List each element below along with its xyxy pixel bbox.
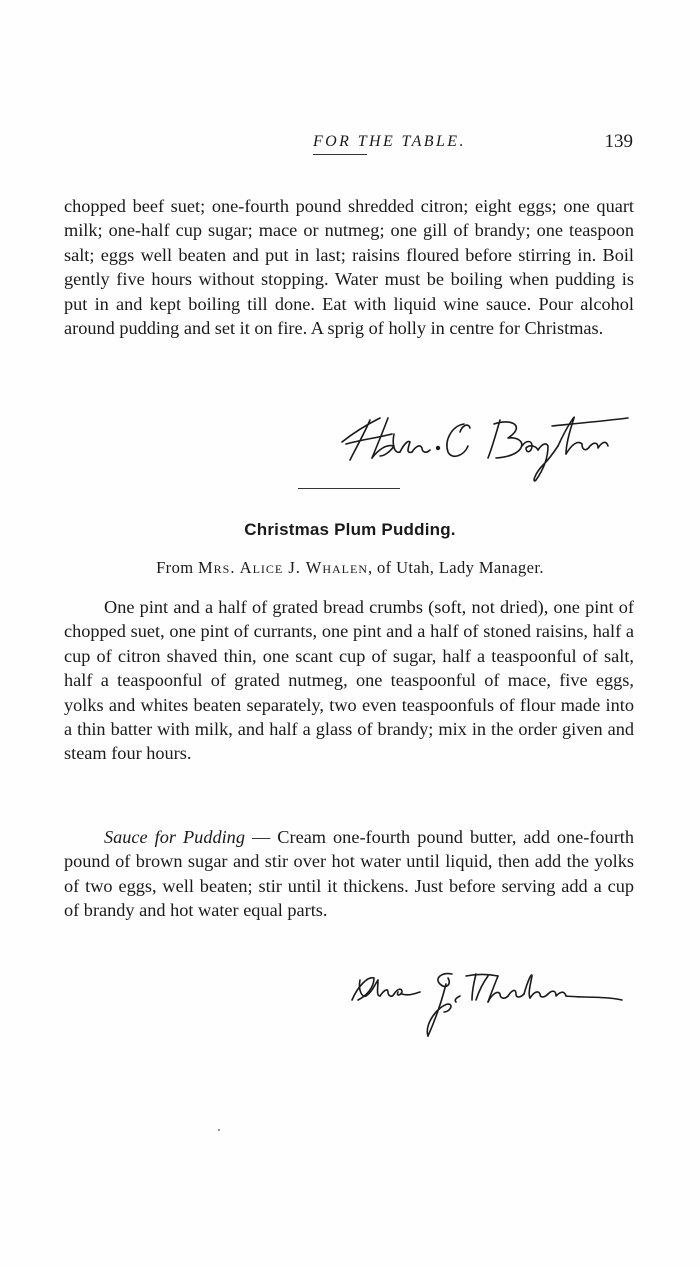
signature-helen-brayton (336, 404, 632, 484)
recipe-title: Christmas Plum Pudding. (244, 520, 456, 539)
attribution-prefix: From (156, 558, 194, 577)
sauce-paragraph (64, 825, 634, 923)
running-title: FOR THE TABLE. (313, 133, 466, 150)
recipe-ingredients-paragraph: One pint and a half of grated bread crumbs (soft, not dried), one pint of chopped suet, one pint of currants, one pint and a half of stoned raisins, half a cup of citron shaved thin, one scant cup of sugar, half a teaspoonful of salt, half a teaspoonful of grated nutmeg, one teaspoonful of mace, five eggs, yolks and whites beaten separately, two even teaspoonfuls of flour made into a thin batter with milk, and half a glass of brandy; mix in the order given and steam four hours. (64, 597, 634, 764)
signature-brayton-drawing (336, 404, 632, 484)
running-head (63, 133, 633, 159)
sauce-text: Cream one-fourth pound butter, add one-fourth pound of brown sugar and stir over hot water until liquid, then add the yolks of two eggs, well beaten; stir until it thickens. Just before serving add a cup of brandy and hot water equal parts. (64, 827, 635, 921)
attribution-suffix: , of Utah, Lady Manager. (367, 558, 544, 577)
page-number: 139 (604, 131, 633, 152)
sauce-dash: — (244, 827, 278, 847)
sauce-label: Sauce for Pudding (104, 827, 245, 847)
paragraph-continuation: chopped beef suet; one-fourth pound shredded citron; eight eggs; one quart milk; one-half cup sugar; mace or nutmeg; one gill of brandy; one teaspoon salt; eggs well beaten and put in last; raisins floured before stirring in. Boil gently five hours without stopping. Water must be boiling when pudding is put in and kept boiling till done. Eat with liquid wine sauce. Pour alcohol around pudding and set it on fire. A sprig of holly in centre for Christmas. (64, 196, 634, 339)
print-speck (218, 1129, 220, 1131)
signature-whalen-drawing (348, 966, 624, 1042)
section-divider (298, 488, 400, 489)
attribution-name: Mrs. Alice J. Whalen (197, 558, 368, 577)
recipe-attribution (0, 558, 700, 578)
running-title-underline (313, 154, 367, 155)
signature-alice-whalen (348, 966, 624, 1042)
